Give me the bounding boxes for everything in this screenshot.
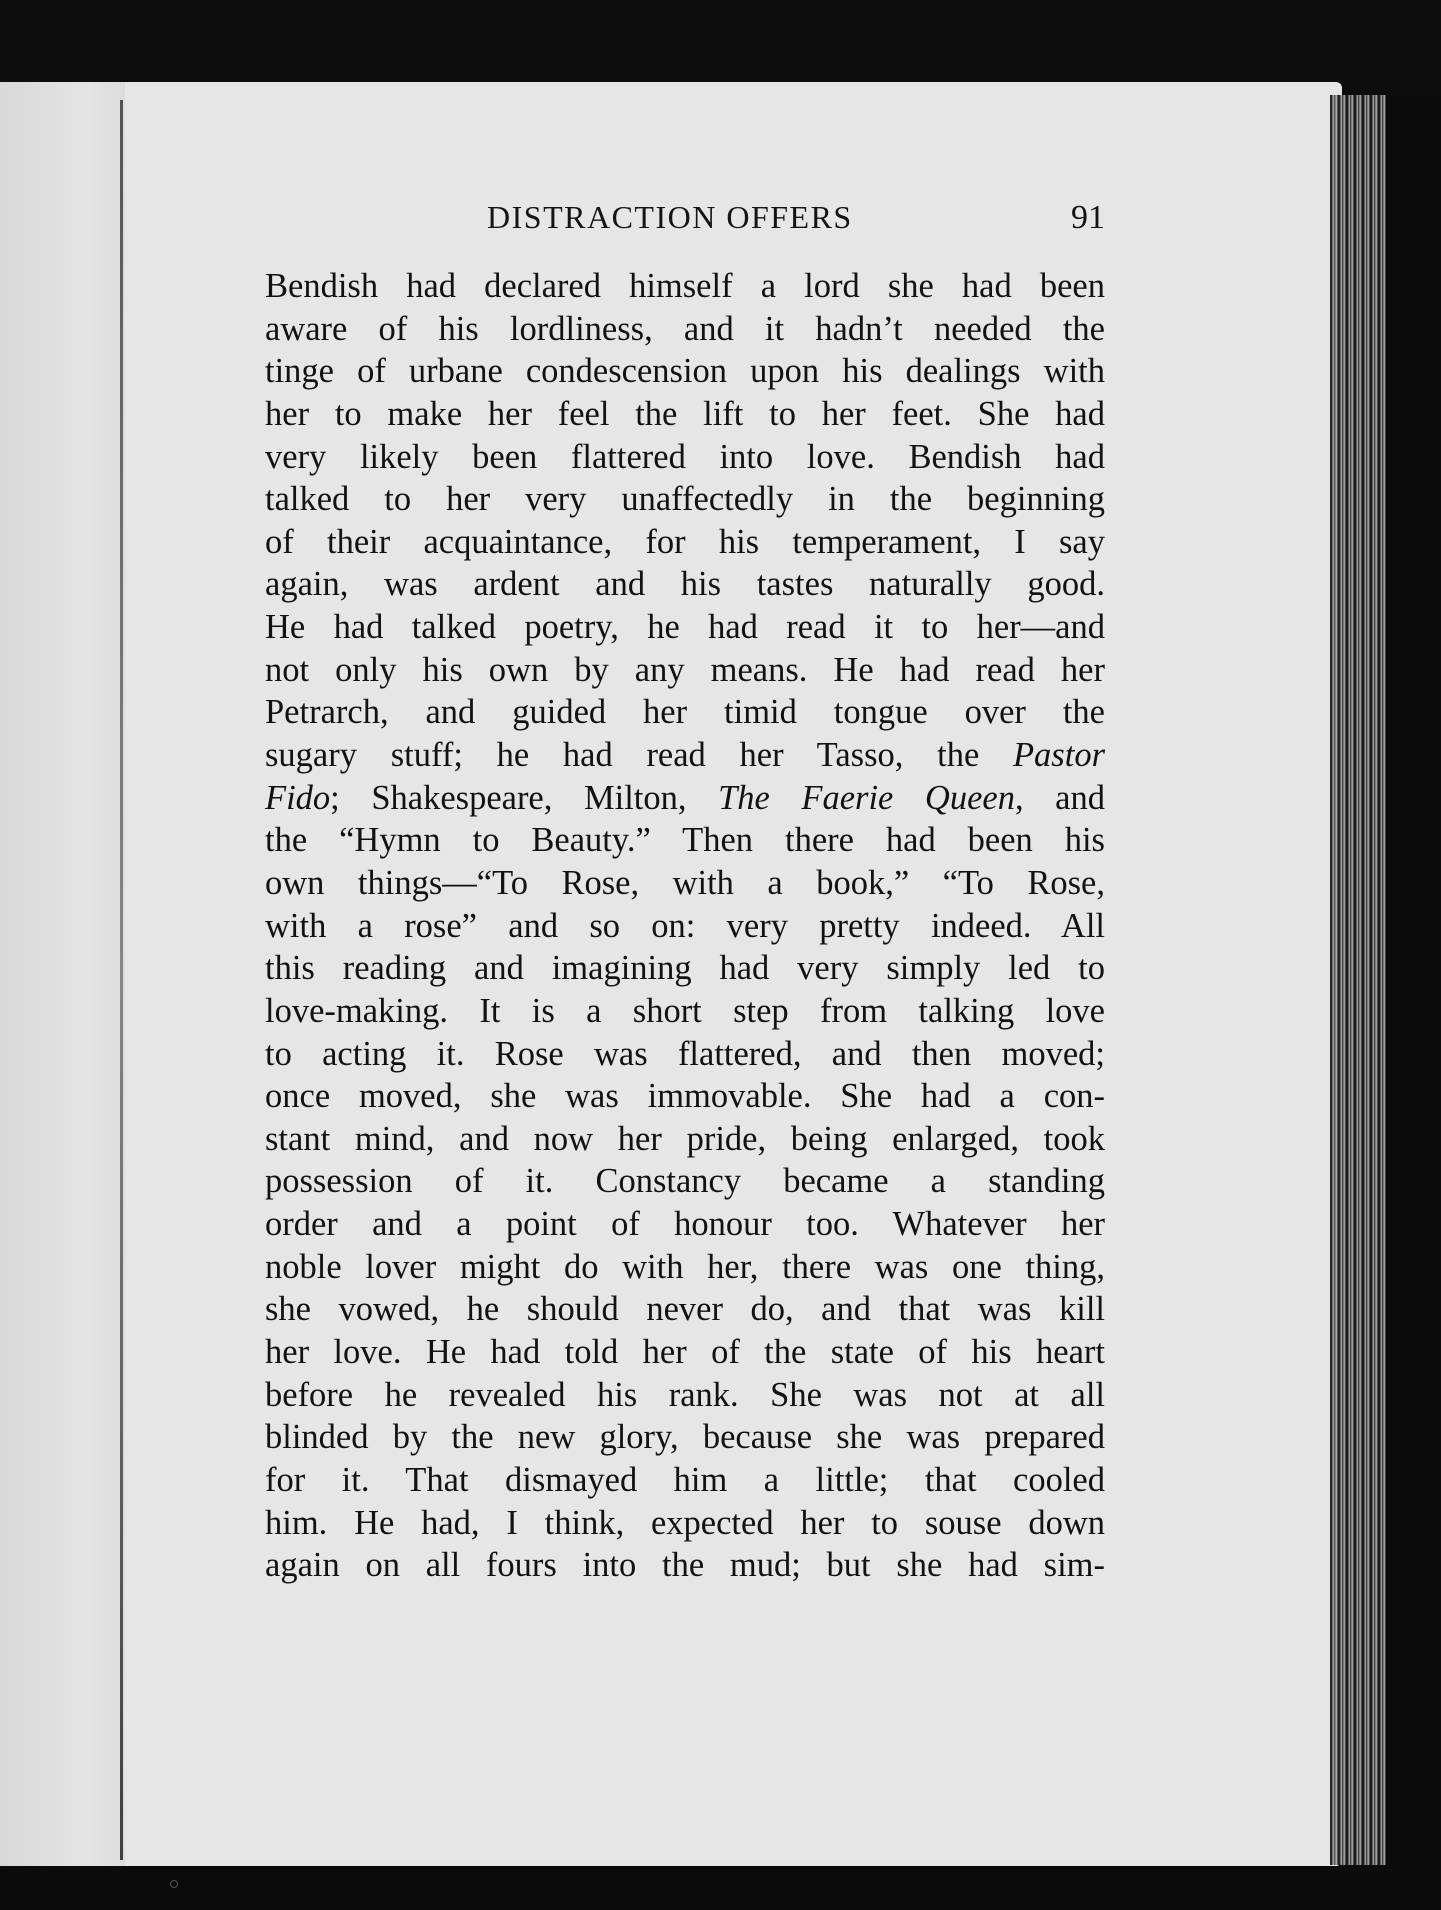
text-line	[265, 1459, 1105, 1502]
running-header	[265, 199, 1105, 243]
page-number: 91	[1071, 199, 1105, 236]
text-segment: once moved, she was immovable. She had a con-	[265, 1077, 1105, 1116]
italic-title-text: Pastor	[1012, 736, 1105, 775]
text-segment: the “Hymn to Beauty.” Then there had been his	[265, 821, 1105, 860]
text-line	[265, 478, 1105, 521]
text-line	[265, 1502, 1105, 1545]
text-segment: not only his own by any means. He had read her	[265, 650, 1105, 689]
text-line	[265, 393, 1105, 436]
text-line	[265, 308, 1105, 351]
text-segment: of their acquaintance, for his temperament, I say	[265, 522, 1105, 561]
text-line	[265, 1331, 1105, 1374]
text-line	[265, 436, 1105, 479]
text-segment: love-making. It is a short step from talking love	[265, 991, 1105, 1030]
right-dark-border	[1386, 95, 1441, 1910]
text-segment: blinded by the new glory, because she was prepared	[265, 1418, 1105, 1457]
page-gutter	[0, 82, 125, 1866]
text-segment: ; Shakespeare, Milton,	[330, 778, 719, 817]
text-line	[265, 350, 1105, 393]
binding-line	[120, 100, 123, 1860]
page-fore-edge	[1330, 95, 1386, 1865]
text-segment: noble lover might do with her, there was one thing,	[265, 1247, 1105, 1286]
text-segment: for it. That dismayed him a little; that cooled	[265, 1460, 1105, 1499]
text-line	[265, 1374, 1105, 1417]
text-line	[265, 1416, 1105, 1459]
text-segment: with a rose” and so on: very pretty indeed. All	[265, 906, 1105, 945]
bottom-dark-border	[0, 1866, 1441, 1910]
italic-title-text: Fido	[265, 778, 331, 817]
text-line	[265, 1203, 1105, 1246]
text-segment: she vowed, he should never do, and that was kill	[265, 1290, 1105, 1329]
text-line	[265, 777, 1105, 820]
text-line	[265, 691, 1105, 734]
text-line	[265, 1246, 1105, 1289]
text-line	[265, 1544, 1105, 1587]
italic-title-text: The Faerie Queen	[718, 778, 1015, 817]
text-line	[265, 734, 1105, 777]
text-line	[265, 649, 1105, 692]
text-line	[265, 1118, 1105, 1161]
text-segment: her to make her feel the lift to her feet. She had	[265, 394, 1105, 433]
text-line	[265, 819, 1105, 862]
text-segment: possession of it. Constancy became a standing	[265, 1162, 1105, 1201]
text-segment: again, was ardent and his tastes naturally good.	[265, 565, 1105, 604]
body-text	[265, 265, 1105, 1587]
text-segment: Bendish had declared himself a lord she had been	[265, 267, 1105, 305]
text-line	[265, 563, 1105, 606]
text-line	[265, 1075, 1105, 1118]
text-line	[265, 1288, 1105, 1331]
text-line	[265, 1033, 1105, 1076]
text-segment: him. He had, I think, expected her to souse down	[265, 1503, 1105, 1542]
text-segment: aware of his lordliness, and it hadn’t needed the	[265, 309, 1105, 348]
text-segment: again on all fours into the mud; but she had sim-	[265, 1546, 1105, 1585]
text-line	[265, 905, 1105, 948]
text-segment: order and a point of honour too. Whatever her	[265, 1205, 1105, 1244]
text-segment: to acting it. Rose was flattered, and then moved;	[265, 1034, 1105, 1073]
text-segment: He had talked poetry, he had read it to her—and	[265, 608, 1105, 647]
text-segment: before he revealed his rank. She was not at all	[265, 1375, 1105, 1414]
text-line	[265, 1160, 1105, 1203]
text-segment: talked to her very unaffectedly in the beginning	[265, 480, 1105, 519]
text-segment: tinge of urbane condescension upon his dealings with	[265, 352, 1105, 391]
text-segment: , and	[1014, 778, 1105, 817]
text-segment: her love. He had told her of the state of his heart	[265, 1333, 1105, 1372]
text-line	[265, 521, 1105, 564]
chapter-title: DISTRACTION OFFERS	[487, 199, 853, 235]
text-segment: sugary stuff; he had read her Tasso, the	[265, 736, 1013, 775]
text-line	[265, 862, 1105, 905]
text-line	[265, 606, 1105, 649]
text-segment: very likely been flattered into love. Bendish had	[265, 437, 1105, 476]
text-line	[265, 990, 1105, 1033]
text-segment: own things—“To Rose, with a book,” “To Rose,	[265, 863, 1105, 902]
text-segment: this reading and imagining had very simply led to	[265, 949, 1105, 988]
text-segment: stant mind, and now her pride, being enlarged, took	[265, 1119, 1105, 1158]
text-line	[265, 947, 1105, 990]
dust-speck	[170, 1880, 178, 1888]
text-segment: Petrarch, and guided her timid tongue over the	[265, 693, 1105, 732]
text-line	[265, 265, 1105, 308]
